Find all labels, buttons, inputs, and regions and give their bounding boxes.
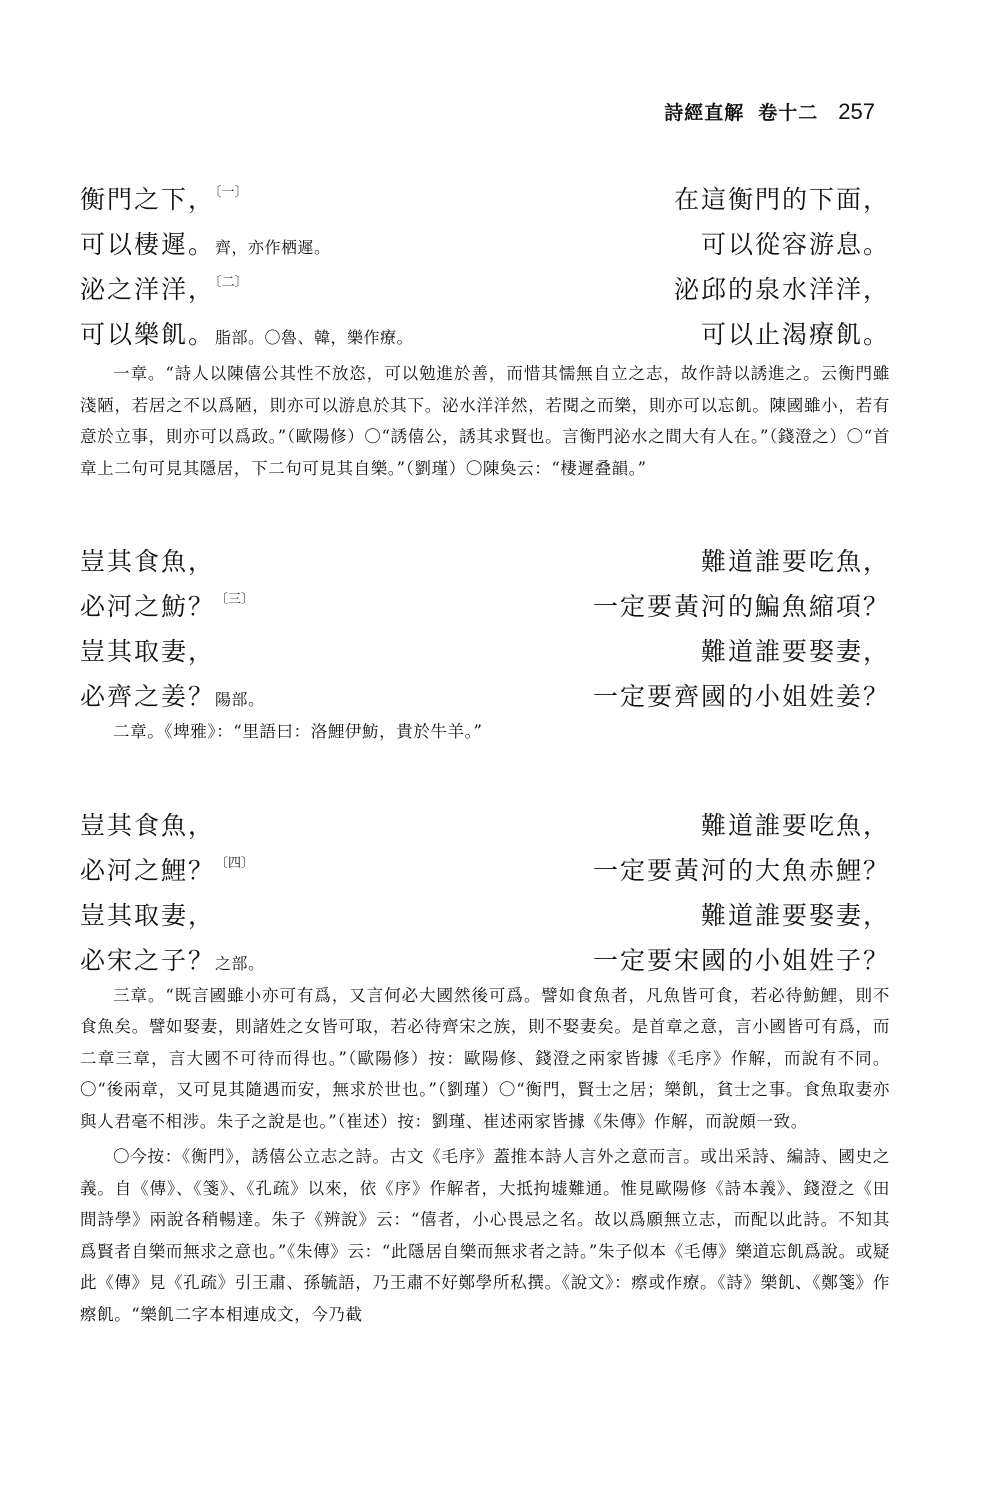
verse-translation: 難道誰要娶妻， <box>700 900 890 930</box>
verse-translation: 可以從容游息。 <box>700 230 890 259</box>
footnote-marker: 〔四〕 <box>215 855 255 871</box>
footnote-marker: 〔二〕 <box>215 275 248 290</box>
verse-line <box>80 532 890 577</box>
verse-text: 可以棲遲。 <box>80 230 216 259</box>
section-spacer <box>80 748 890 796</box>
verse-note: 齊，亦作栖遲。 <box>215 238 331 257</box>
verse-line <box>80 215 890 260</box>
verse-text: 豈其取妻， <box>80 637 216 666</box>
verse-note: 之部。 <box>215 953 265 973</box>
stanza-2 <box>80 532 890 748</box>
verse-translation: 一定要黃河的大魚赤鯉？ <box>592 855 890 885</box>
verse-line <box>80 305 890 350</box>
verse-note: 陽部。 <box>215 690 265 709</box>
verse-translation: 一定要黃河的鯿魚縮項？ <box>592 592 890 621</box>
book-title: 詩經直解 <box>664 102 745 124</box>
verse-original <box>80 667 265 722</box>
verse-original <box>80 931 265 986</box>
footnote-marker: 〔一〕 <box>215 185 248 200</box>
verse-translation: 難道誰要吃魚， <box>700 547 890 576</box>
verse-line <box>80 577 890 622</box>
verse-translation: 可以止渴療飢。 <box>700 320 890 349</box>
verse-translation: 難道誰要吃魚， <box>700 810 890 840</box>
stanza-1 <box>80 170 890 484</box>
verse-translation: 一定要齊國的小姐姓姜？ <box>592 682 890 711</box>
verse-translation: 一定要宋國的小姐姓子？ <box>592 945 890 975</box>
verse-text: 豈其食魚， <box>80 810 216 840</box>
footnote-marker: 〔三〕 <box>215 592 255 607</box>
section-spacer <box>80 484 890 532</box>
verse-text: 必河之鯉？ <box>80 855 216 885</box>
commentary-paragraph: 二章。《埤雅》：“里語曰：洛鯉伊魴，貴於牛羊。” <box>113 722 483 741</box>
verse-line <box>80 796 890 841</box>
verse-text: 豈其取妻， <box>80 900 216 930</box>
verse-translation: 泌邱的泉水洋洋， <box>673 275 890 304</box>
verse-text: 泌之洋洋， <box>80 275 216 304</box>
verse-line <box>80 170 890 215</box>
verse-text: 必宋之子？ <box>80 945 216 975</box>
verse-line <box>80 931 890 976</box>
verse-text: 必河之魴？ <box>80 592 216 621</box>
commentary-paragraph: 一章。“詩人以陳僖公其性不放恣，可以勉進於善，而惜其懦無自立之志，故作詩以誘進之。云衡門雖淺陋，若居之不以爲陋，則亦可以游息於其下。泌水洋洋然，若閱之而樂，則亦可以忘飢。陳國雖小，若有意於立事，則亦可以爲政。”（歐陽修）〇“誘僖公，誘其求賢也。言衡門泌水之間大有人在。”（錢澄之）〇“首章上二句可見其隱居，下二句可見其自樂。”（劉瑾）〇陳奐云：“棲遲叠韻。” <box>80 364 890 478</box>
verse-line <box>80 622 890 667</box>
running-header <box>664 98 875 125</box>
verse-line <box>80 667 890 712</box>
verse-text: 豈其食魚， <box>80 547 216 576</box>
commentary-paragraph: 三章。“既言國雖小亦可有爲，又言何必大國然後可爲。譬如食魚者，凡魚皆可食，若必待魴鯉，則不食魚矣。譬如娶妻，則諸姓之女皆可取，若必待齊宋之族，則不娶妻矣。是首章之意，言小國皆可有爲，而二章三章，言大國不可待而得也。”（歐陽修）按：歐陽修、錢澄之兩家皆據《毛序》作解，而說有不同。〇“後兩章，又可見其隨遇而安，無求於世也。”（劉瑾）〇“衡門，賢士之居；樂飢，貧士之事。食魚取妻亦與人君毫不相涉。朱子之說是也。”（崔述）按：劉瑾、崔述兩家皆據《朱傳》作解，而說頗一致。 <box>80 985 890 1131</box>
stanza-3 <box>80 796 890 1138</box>
verse-text: 衡門之下， <box>80 185 216 214</box>
verse-text: 必齊之姜？ <box>80 682 216 711</box>
verse-translation: 難道誰要娶妻， <box>700 637 890 666</box>
page-number: 257 <box>838 99 875 124</box>
verse-line <box>80 841 890 886</box>
verse-text: 可以樂飢。 <box>80 320 216 349</box>
verse-translation: 在這衡門的下面， <box>673 185 890 214</box>
verse-original <box>80 305 413 360</box>
editor-note-paragraph: 〇今按：《衡門》，誘僖公立志之詩。古文《毛序》蓋推本詩人言外之意而言。或出采詩、編詩、國史之義。自《傳》、《箋》、《孔疏》以來，依《序》作解者，大抵拘墟難通。惟見歐陽修《詩本義》、錢澄之《田間詩學》兩說各稍暢達。朱子《辨說》云：“僖者，小心畏忌之名。故以爲願無立志，而配以此詩。不知其爲賢者自樂而無求之意也。”《朱傳》云：“此隱居自樂而無求者之詩。”朱子似本《毛傳》樂道忘飢爲說。或疑此《傳》見《孔疏》引王肅、孫毓語，乃王肅不好鄭學所私撰。《說文》：瘵或作療。《詩》樂飢、《鄭箋》作瘵飢。“樂飢二字本相連成文，今乃截 <box>80 1147 890 1324</box>
verse-line <box>80 260 890 305</box>
page-body <box>80 170 890 1330</box>
verse-line <box>80 886 890 931</box>
verse-note: 脂部。〇魯、韓，樂作療。 <box>215 328 414 347</box>
volume-label: 卷十二 <box>758 102 819 124</box>
